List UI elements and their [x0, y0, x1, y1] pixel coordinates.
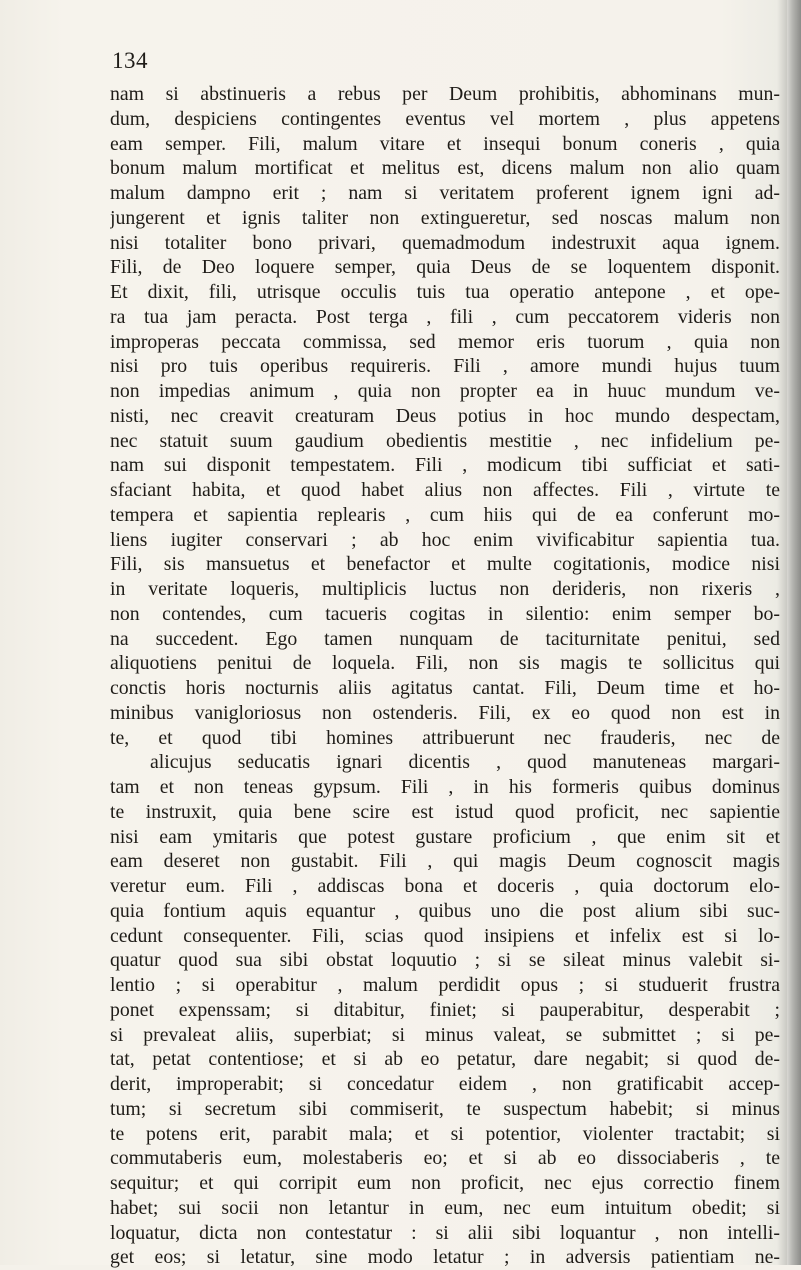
text-line: alicujus seducatis ignari dicentis , quod manuteneas margari- [150, 751, 780, 774]
text-line: non impedias animum , quia non propter ea in huuc mundum ve- [110, 380, 780, 402]
text-line: te potens erit, parabit mala; et si potentior, violenter tractabit; si [110, 1122, 780, 1145]
text-line: habet; sui socii non letantur in eum, nec eum intuitum obedit; si [110, 1196, 780, 1219]
text-line: cedunt consequenter. Fili, scias quod insipiens et infelix est si lo- [110, 924, 780, 947]
text-line: lentio ; si operabitur , malum perdidit opus ; si studuerit frustra [110, 974, 780, 996]
text-line: conctis horis nocturnis aliis agitatus cantat. Fili, Deum time et ho- [110, 677, 780, 699]
text-line: loquatur, dicta non contestatur : si alii sibi loquantur , non intelli- [110, 1221, 780, 1244]
text-line: te instruxit, quia bene scire est istud quod proficit, nec sapientie [110, 800, 780, 823]
text-line: nisi totaliter bono privari, quemadmodum indestruxit aqua ignem. [110, 231, 780, 254]
text-line: nec statuit suum gaudium obedientis mestitie , nec infidelium pe- [110, 429, 780, 452]
text-line: improperas peccata commissa, sed memor eris tuorum , quia non [110, 330, 780, 353]
text-line: aliquotiens penitui de loquela. Fili, non sis magis te sollicitus qui [110, 652, 780, 675]
text-line: sequitur; et qui corripit eum non proficit, nec ejus correctio finem [110, 1172, 780, 1194]
text-line: quatur quod sua sibi obstat loquutio ; si se sileat minus valebit si- [110, 949, 780, 972]
text-line: Et dixit, fili, utrisque occulis tuis tua operatio antepone , et ope- [110, 281, 780, 303]
text-line: tum; si secretum sibi commiserit, te suspectum habebit; si minus [110, 1097, 780, 1120]
text-line: nam si abstinueris a rebus per Deum prohibitis, abhominans mun- [110, 83, 780, 105]
text-line: liens iugiter conservari ; ab hoc enim vivificabitur sapientia tua. [110, 528, 780, 551]
text-line: ponet expenssam; si ditabitur, finiet; si pauperabitur, desperabit ; [110, 998, 780, 1021]
text-line: nisi pro tuis operibus requireris. Fili , amore mundi hujus tuum [110, 355, 780, 378]
text-line: dum, despiciens contingentes eventus vel mortem , plus appetens [110, 107, 780, 130]
page-edge-shadow [787, 0, 801, 1265]
body-text [110, 82, 780, 1270]
text-line: tempera et sapientia replearis , cum hiis qui de ea conferunt mo- [110, 503, 780, 526]
text-line: tam et non teneas gypsum. Fili , in his formeris quibus dominus [110, 776, 780, 798]
text-line: nisi eam ymitaris que potest gustare proficium , que enim sit et [110, 825, 780, 848]
text-line: in veritate loqueris, multiplicis luctus non derideris, non rixeris , [110, 578, 780, 600]
text-line: ra tua jam peracta. Post terga , fili , cum peccatorem videris non [110, 305, 780, 328]
page-number: 134 [112, 48, 148, 73]
text-line: bonum malum mortificat et melitus est, dicens malum non alio quam [110, 157, 780, 180]
text-line: non contendes, cum tacueris cogitas in silentio: enim semper bo- [110, 602, 780, 625]
text-line: quia fontium aquis equantur , quibus uno die post alium sibi suc- [110, 899, 780, 922]
text-line: si prevaleat aliis, superbiat; si minus valeat, se submittet ; si pe- [110, 1023, 780, 1046]
text-line: Fili, sis mansuetus et benefactor et multe cogitationis, modice nisi [110, 553, 780, 576]
text-line: tat, petat contentiose; et si ab eo petatur, dare negabit; si quod de- [110, 1048, 780, 1071]
text-line: get eos; si letatur, sine modo letatur ; in adversis patientiam ne- [110, 1246, 780, 1269]
text-line: nam sui disponit tempestatem. Fili , modicum tibi sufficiat et sati- [110, 454, 780, 477]
text-line: nisti, nec creavit creaturam Deus potius in hoc mundo despectam, [110, 404, 780, 427]
text-line: derit, improperabit; si concedatur eidem , non gratificabit accep- [110, 1073, 780, 1095]
text-line: jungerent et ignis taliter non extingueretur, sed noscas malum non [110, 206, 780, 229]
text-line: veretur eum. Fili , addiscas bona et doceris , quia doctorum elo- [110, 875, 780, 897]
text-line: na succedent. Ego tamen nunquam de taciturnitate penitui, sed [110, 627, 780, 650]
text-line: malum dampno erit ; nam si veritatem proferent ignem igni ad- [110, 182, 780, 204]
text-line: Fili, de Deo loquere semper, quia Deus de se loquentem disponit. [110, 256, 780, 279]
text-line: eam semper. Fili, malum vitare et insequi bonum coneris , quia [110, 132, 780, 155]
text-line: eam deseret non gustabit. Fili , qui magis Deum cognoscit magis [110, 850, 780, 873]
text-line: commutaberis eum, molestaberis eo; et si ab eo dissociaberis , te [110, 1147, 780, 1170]
text-line: te, et quod tibi homines attribuerunt nec frauderis, nec de [110, 726, 780, 749]
text-line: sfaciant habita, et quod habet alius non affectes. Fili , virtute te [110, 479, 780, 501]
text-line: minibus vanigloriosus non ostenderis. Fili, ex eo quod non est in [110, 701, 780, 724]
